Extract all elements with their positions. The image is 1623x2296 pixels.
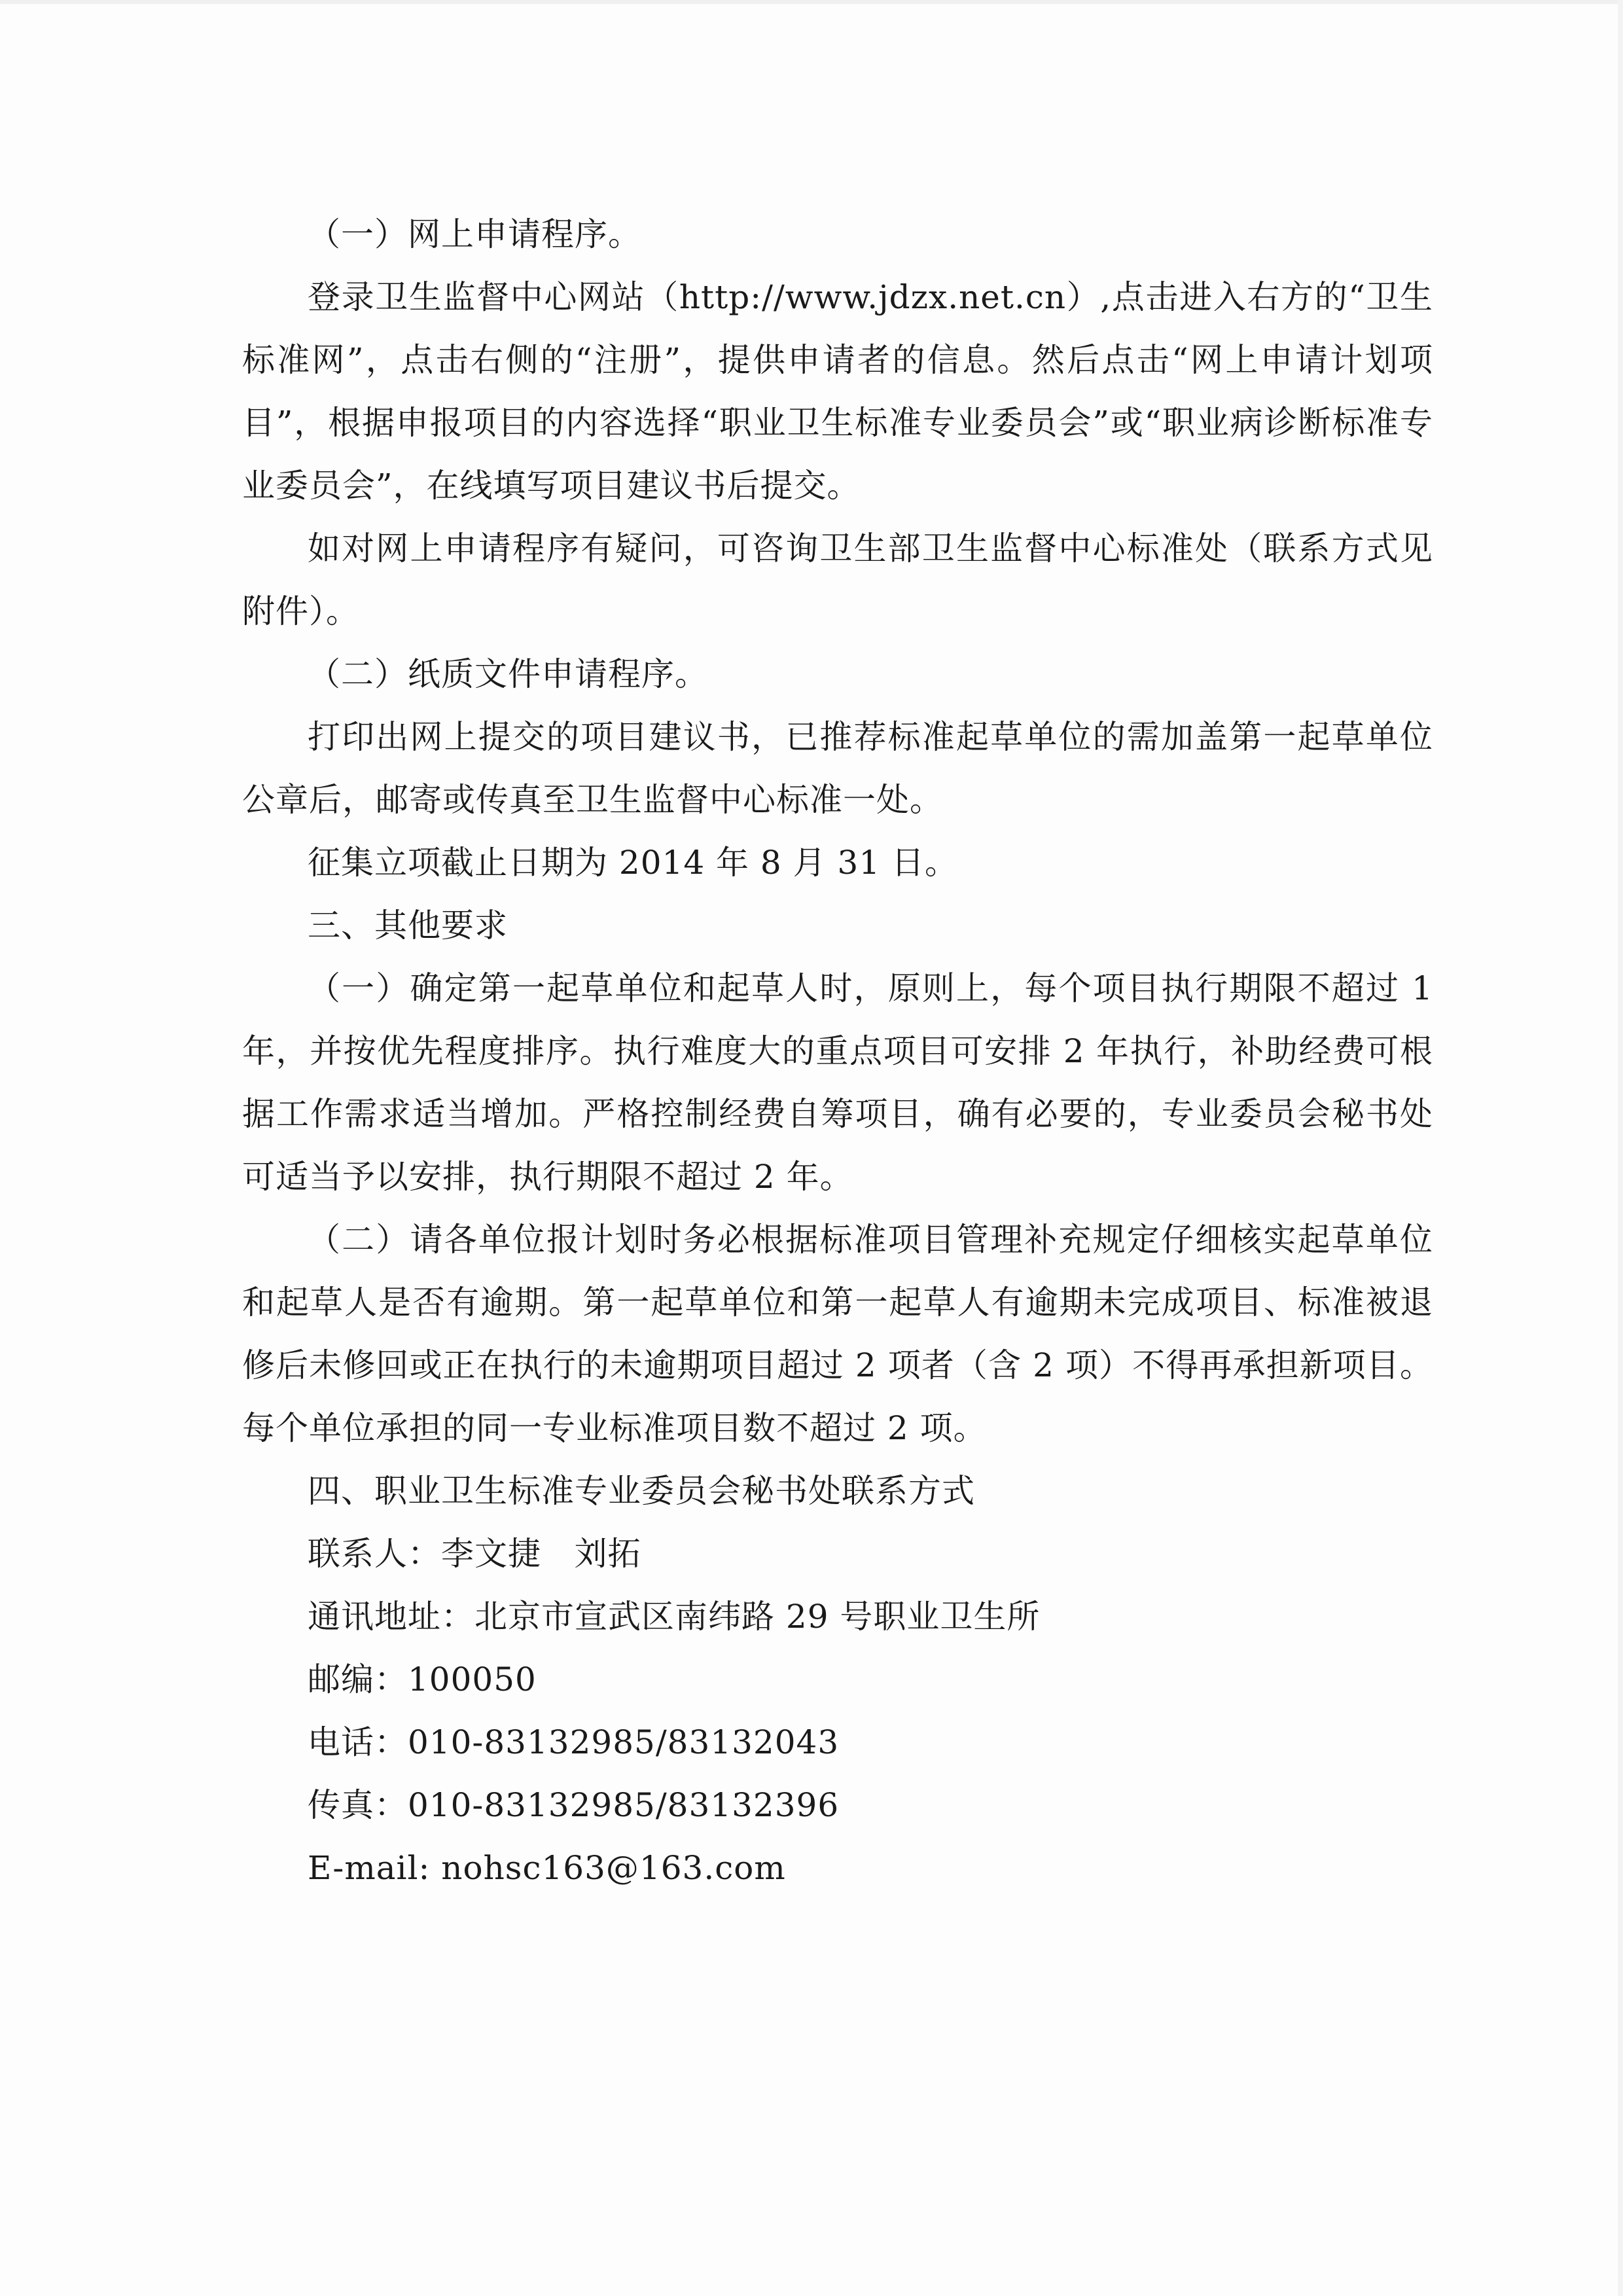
contact-phone-value: 010-83132985/83132043 xyxy=(408,1723,840,1761)
contact-fax-value: 010-83132985/83132396 xyxy=(408,1786,840,1824)
section-heading-paper-application: （二）纸质文件申请程序。 xyxy=(308,655,708,693)
paragraph-paper-steps: 打印出网上提交的项目建议书，已推荐标准起草单位的需加盖第一起草单位公章后，邮寄或传真至卫生监督中心标准一处。 xyxy=(242,718,1433,819)
paragraph-deadline: 征集立项截止日期为 2014 年 8 月 31 日。 xyxy=(308,844,959,882)
scan-edge-right xyxy=(1618,0,1623,2296)
contact-person-label: 联系人： xyxy=(308,1535,441,1573)
paragraph-online-steps: 登录卫生监督中心网站（http://www.jdzx.net.cn）,点击进入右方的“卫生标准网”，点击右侧的“注册”，提供申请者的信息。然后点击“网上申请计划项目”，根据申报项目的内容选择“职业卫生标准专业委员会”或“职业病诊断标准专业委员会”，在线填写项目建议书后提交。 xyxy=(242,278,1433,505)
section-heading-other-requirements: 三、其他要求 xyxy=(308,906,508,944)
contact-block xyxy=(242,1522,1433,1899)
paragraph-online-questions: 如对网上申请程序有疑问，可咨询卫生部卫生监督中心标准处（联系方式见附件）。 xyxy=(242,529,1433,630)
contact-address-line xyxy=(242,1585,1433,1648)
contact-postcode-line xyxy=(242,1648,1433,1711)
contact-postcode-value: 100050 xyxy=(408,1660,537,1698)
contact-fax-line xyxy=(242,1774,1433,1837)
contact-address-value: 北京市宣武区南纬路 29 号职业卫生所 xyxy=(474,1598,1041,1636)
scan-edge-top xyxy=(0,0,1623,4)
contact-phone-label: 电话： xyxy=(308,1723,408,1761)
contact-email-value: nohsc163@163.com xyxy=(441,1849,786,1887)
contact-person-line xyxy=(242,1522,1433,1585)
section-heading-online-application: （一）网上申请程序。 xyxy=(308,215,641,253)
document-body xyxy=(242,203,1433,1899)
section-heading-contact: 四、职业卫生标准专业委员会秘书处联系方式 xyxy=(308,1472,975,1510)
paragraph-requirement-one: （一）确定第一起草单位和起草人时，原则上，每个项目执行期限不超过 1 年，并按优先程度排序。执行难度大的重点项目可安排 2 年执行，补助经费可根据工作需求适当增加。严格控制经费自筹项目，确有必要的，专业委员会秘书处可适当予以安排，执行期限不超过 2 年。 xyxy=(242,969,1433,1196)
contact-postcode-label: 邮编： xyxy=(308,1660,408,1698)
contact-phone-line xyxy=(242,1711,1433,1774)
contact-address-label: 通讯地址： xyxy=(308,1598,474,1636)
paragraph-requirement-two: （二）请各单位报计划时务必根据标准项目管理补充规定仔细核实起草单位和起草人是否有逾期。第一起草单位和第一起草人有逾期未完成项目、标准被退修后未修回或正在执行的未逾期项目超过 2 项者（含 2 项）不得再承担新项目。每个单位承担的同一专业标准项目数不超过 2 项。 xyxy=(242,1221,1433,1447)
contact-email-line xyxy=(242,1837,1433,1899)
contact-fax-label: 传真： xyxy=(308,1786,408,1824)
contact-person-value: 李文捷 刘拓 xyxy=(441,1535,641,1573)
contact-email-label: E-mail: xyxy=(308,1849,431,1887)
